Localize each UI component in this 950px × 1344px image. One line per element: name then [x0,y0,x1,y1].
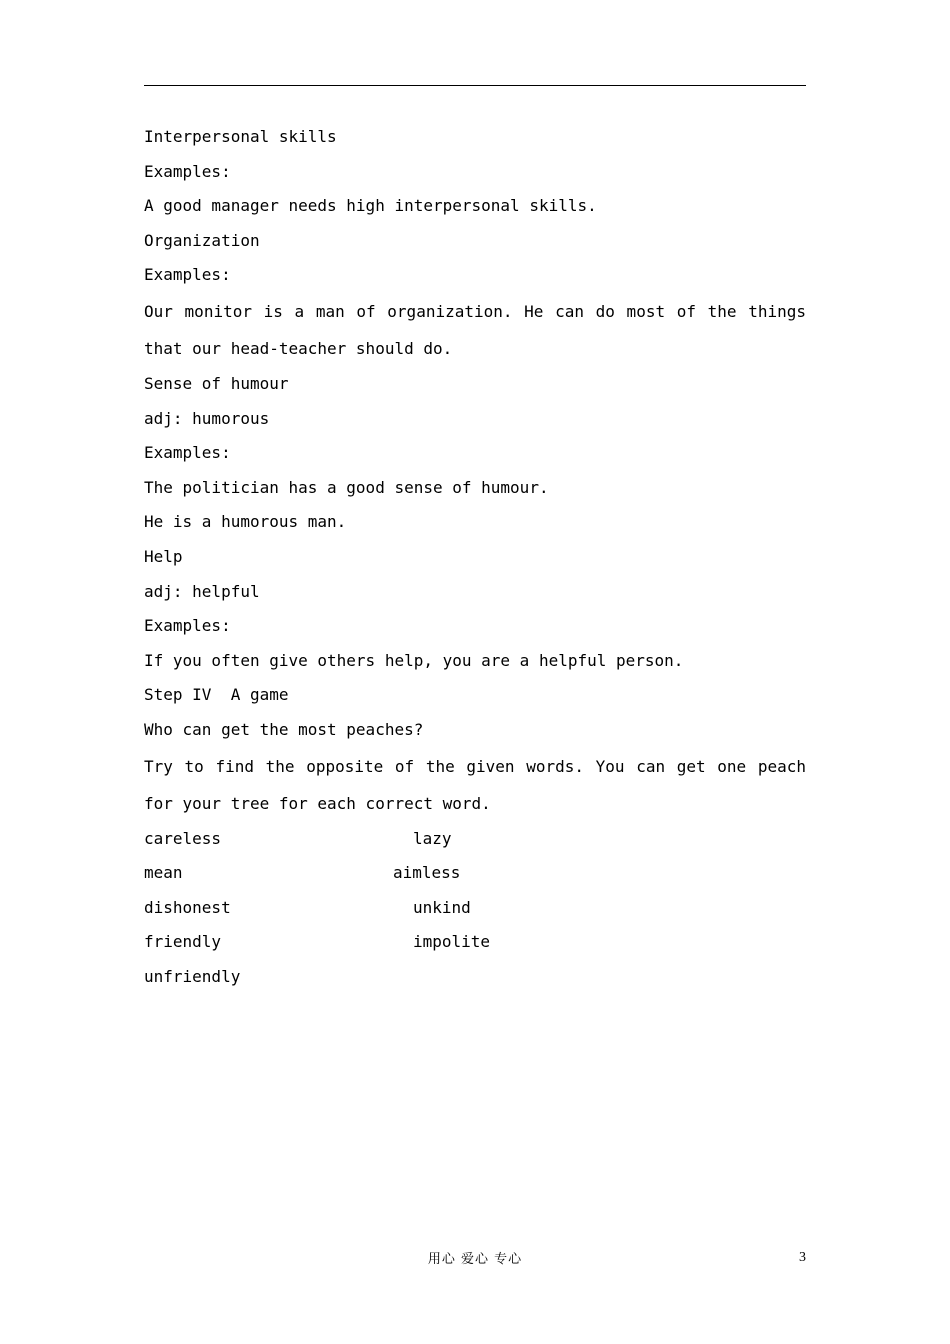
examples-label: Examples: [144,161,231,181]
examples-label: Examples: [144,443,231,463]
example-sentence: If you often give others help, you are a helpful person. [144,650,684,670]
word-item: lazy [413,828,452,848]
game-instructions: Try to find the opposite of the given words. You can get one peach for your tree for each correct word. [144,756,806,813]
word-item: friendly [144,932,222,952]
heading-organization: Organization [144,230,260,250]
word-item: unfriendly [144,966,241,986]
examples-label: Examples: [144,265,231,285]
word-item: impolite [413,932,491,952]
word-item: careless [144,828,222,848]
game-question: Who can get the most peaches? [144,719,424,739]
word-item: aimless [393,863,461,883]
heading-sense-of-humour: Sense of humour [144,373,289,393]
page-number: 3 [799,1250,806,1265]
word-row [144,856,806,891]
word-item: mean [144,863,183,883]
word-item: dishonest [144,897,231,917]
example-sentence: He is a humorous man. [144,512,347,532]
word-item: unkind [413,897,471,917]
page-content [144,120,806,994]
word-row [144,891,806,926]
example-sentence: The politician has a good sense of humour. [144,477,549,497]
step-heading: Step IV A game [144,685,289,705]
heading-help: Help [144,546,183,566]
footer-motto: 用心 爱心 专心 [427,1252,523,1267]
adjective-line: adj: helpful [144,581,260,601]
header-rule [144,85,806,86]
word-row [144,925,806,960]
examples-label: Examples: [144,616,231,636]
word-row [144,960,806,995]
example-sentence: A good manager needs high interpersonal skills. [144,196,597,216]
word-row [144,822,806,857]
heading-interpersonal-skills: Interpersonal skills [144,127,337,146]
example-paragraph: Our monitor is a man of organization. He can do most of the things that our head-teacher should do. [144,301,806,358]
adjective-line: adj: humorous [144,408,270,428]
